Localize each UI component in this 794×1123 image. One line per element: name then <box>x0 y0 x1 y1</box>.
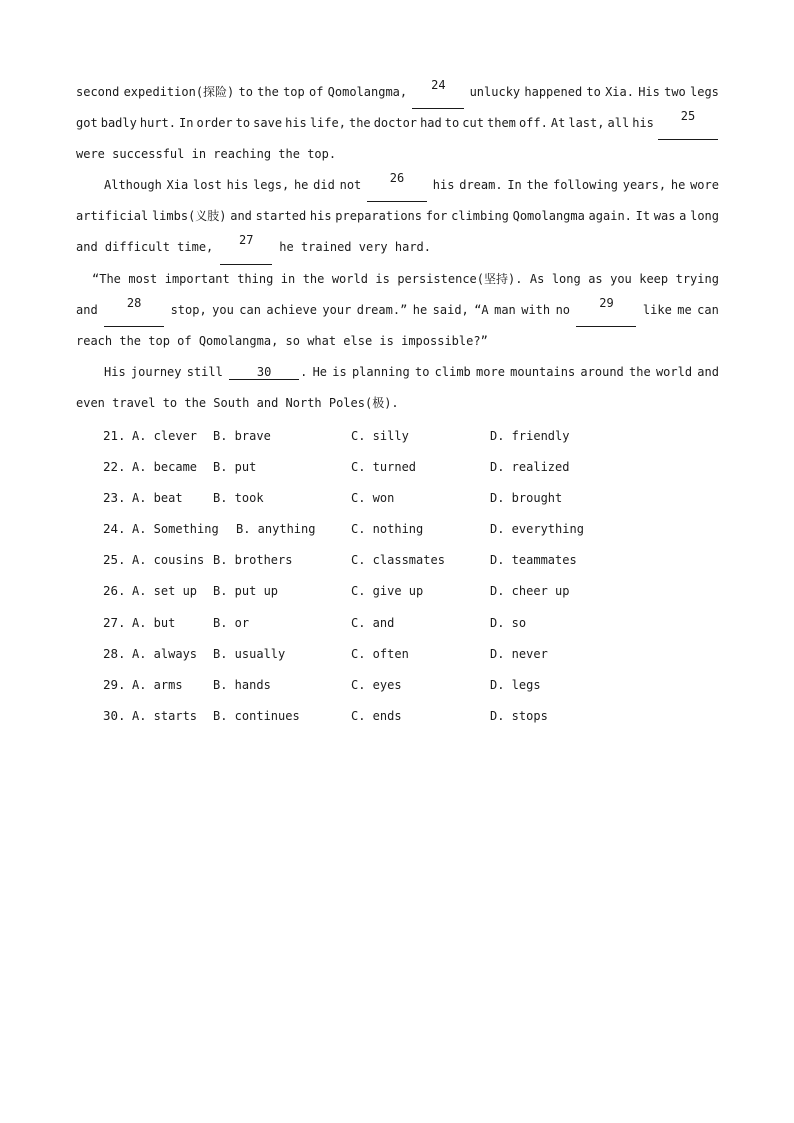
word: stop, <box>170 302 207 317</box>
option-a: A. clever <box>132 429 198 443</box>
word: doctor <box>373 116 418 131</box>
passage-line <box>76 109 719 140</box>
word: life, <box>309 116 346 131</box>
word: your <box>322 302 352 317</box>
word: and <box>230 209 252 224</box>
question-item <box>103 453 663 484</box>
line-text: were successful in reaching the top. <box>76 147 337 162</box>
word: off. <box>518 116 548 131</box>
option-d: D. friendly <box>490 429 570 443</box>
line-text: reach the top of Qomolangma, so what else is impossible?” <box>76 333 488 348</box>
word: two <box>664 85 686 99</box>
blank-30: 30 <box>229 365 299 380</box>
word: with <box>521 302 551 317</box>
word: more <box>476 364 505 379</box>
word: for <box>425 209 448 224</box>
word: he <box>412 302 428 317</box>
option-c: C. won <box>351 491 395 506</box>
option-a: A. always <box>132 646 198 661</box>
word: badly <box>100 116 137 131</box>
option-c: C. silly <box>351 429 409 443</box>
option-d: D. legs <box>490 677 541 692</box>
option-c: C. give up <box>351 584 424 599</box>
cloze-passage <box>76 78 719 420</box>
question-item <box>103 640 663 671</box>
word: world <box>331 271 368 286</box>
option-a: A. cousins <box>132 553 205 568</box>
blank-26: 26 <box>367 171 427 202</box>
question-number: 27. <box>103 614 126 630</box>
option-d: D. cheer up <box>490 584 570 599</box>
option-a: A. set up <box>132 584 198 599</box>
line-text: even travel to the South and North Poles(极). <box>76 395 399 410</box>
word: climbing <box>451 209 509 224</box>
word: no <box>555 302 571 317</box>
word: of <box>308 85 324 99</box>
word: to <box>414 364 430 379</box>
word: a <box>679 209 687 224</box>
word: lost <box>192 178 222 193</box>
option-a: A. arms <box>132 677 183 692</box>
word: the <box>348 116 371 131</box>
word: all <box>607 116 630 131</box>
word: the <box>629 364 651 379</box>
passage-line <box>76 233 719 264</box>
question-number: 26. <box>103 583 126 599</box>
word: you <box>212 302 234 317</box>
option-d: D. stops <box>490 708 548 723</box>
question-item <box>103 546 663 577</box>
option-b: B. usually <box>213 646 286 661</box>
option-c: C. and <box>351 615 395 630</box>
question-number: 28. <box>103 645 126 661</box>
option-b: B. hands <box>213 677 271 692</box>
option-d: D. never <box>490 646 548 661</box>
option-b: B. anything <box>236 522 316 537</box>
word: His <box>638 85 660 99</box>
blank-28: 28 <box>104 296 164 327</box>
passage-line <box>76 358 719 389</box>
word: did <box>313 178 335 193</box>
question-number: 30. <box>103 707 126 723</box>
word: still <box>186 364 223 379</box>
line-text: he trained very hard. <box>279 240 431 255</box>
word: he <box>670 178 686 193</box>
word: his <box>632 116 654 131</box>
word: you <box>610 271 632 286</box>
word: the <box>526 178 549 193</box>
passage-line <box>76 327 719 358</box>
blank-29: 29 <box>576 296 636 327</box>
word: keep <box>639 271 669 286</box>
word: It <box>635 209 651 224</box>
word: me <box>677 302 692 317</box>
blank-27: 27 <box>220 233 272 264</box>
question-number: 21. <box>103 428 126 443</box>
option-c: C. eyes <box>351 677 402 692</box>
option-b: B. put <box>213 460 257 475</box>
word: and <box>76 302 98 317</box>
word: world <box>655 364 693 379</box>
word: trying <box>675 271 719 286</box>
word: and <box>697 364 719 379</box>
option-b: B. continues <box>213 708 300 723</box>
word: last, <box>568 116 605 131</box>
question-number: 23. <box>103 490 126 506</box>
word: had <box>420 116 442 131</box>
word: “A <box>474 302 489 317</box>
word: artificial <box>76 209 149 224</box>
question-number: 25. <box>103 552 126 568</box>
word: unlucky <box>469 85 521 99</box>
option-d: D. realized <box>490 460 570 475</box>
word: to <box>235 116 251 131</box>
word: his <box>432 178 455 193</box>
word: Qomolangma <box>512 209 585 224</box>
passage-line <box>76 389 719 420</box>
word: long <box>551 271 581 286</box>
passage-line <box>76 265 719 296</box>
word: started <box>255 209 307 224</box>
word: the <box>257 85 279 99</box>
word: As <box>529 271 545 286</box>
word: cut <box>462 116 484 131</box>
word: around <box>580 364 624 379</box>
word: said, <box>432 302 469 317</box>
word: was <box>653 209 676 224</box>
word: mountains <box>510 364 576 379</box>
word: save <box>253 116 283 131</box>
word: journey <box>130 364 182 379</box>
word: limbs(义肢) <box>151 209 227 224</box>
word: His <box>104 364 126 379</box>
word: wore <box>690 178 719 193</box>
question-item <box>103 577 663 608</box>
line-text: and difficult time, <box>76 240 214 255</box>
passage-line <box>76 140 719 171</box>
passage-line <box>76 78 719 109</box>
word: He <box>312 364 328 379</box>
question-item <box>103 484 663 515</box>
word: top <box>283 85 305 99</box>
word: happened <box>524 85 583 99</box>
passage-line <box>76 171 719 202</box>
question-item <box>103 609 663 640</box>
option-b: B. put up <box>213 584 279 599</box>
word: dream.” <box>356 302 408 317</box>
question-list <box>103 422 663 733</box>
option-a: A. Something <box>132 522 219 537</box>
word: as <box>588 271 603 286</box>
word: most <box>128 271 158 286</box>
word: important <box>164 271 230 286</box>
passage-line <box>76 202 719 233</box>
option-d: D. so <box>490 615 527 630</box>
word: Qomolangma, <box>327 85 408 99</box>
word: man <box>494 302 516 317</box>
option-d: D. teammates <box>490 553 577 568</box>
word: Xia <box>166 178 189 193</box>
word: climb <box>434 364 471 379</box>
question-item <box>103 422 663 453</box>
word: to <box>444 116 460 131</box>
word: second <box>76 85 120 99</box>
passage-line <box>76 296 719 327</box>
word: legs, <box>253 178 290 193</box>
word: persistence(坚持). <box>397 271 523 286</box>
word: got <box>76 116 98 131</box>
word: expedition(探险) <box>123 85 235 99</box>
word: legs <box>690 85 719 99</box>
word: preparations <box>335 209 422 224</box>
option-b: B. or <box>213 615 250 630</box>
word: At <box>550 116 566 131</box>
word: order <box>196 116 233 131</box>
blank-24: 24 <box>412 78 464 109</box>
option-c: C. turned <box>351 460 417 475</box>
word: In <box>179 116 194 131</box>
option-b: B. brothers <box>213 553 293 568</box>
option-d: D. brought <box>490 491 563 506</box>
word: them <box>487 116 516 131</box>
word: achieve <box>266 302 317 317</box>
word: to <box>586 85 601 99</box>
blank-30-group <box>228 358 307 389</box>
word: thing <box>237 271 274 286</box>
word: following <box>552 178 618 193</box>
question-number: 22. <box>103 459 126 475</box>
word: his <box>309 209 332 224</box>
word: Xia. <box>605 85 634 99</box>
question-item <box>103 515 663 546</box>
option-b: B. brave <box>213 429 271 443</box>
word: hurt. <box>139 116 176 131</box>
word: planning <box>351 364 410 379</box>
option-c: C. ends <box>351 708 402 723</box>
word: can <box>697 302 719 317</box>
word: not <box>339 178 362 193</box>
question-item <box>103 671 663 702</box>
word: to <box>238 85 253 99</box>
option-c: C. often <box>351 646 409 661</box>
word: his <box>226 178 249 193</box>
question-item <box>103 702 663 733</box>
option-c: C. classmates <box>351 553 445 568</box>
word: years, <box>622 178 667 193</box>
question-number: 24. <box>103 521 126 537</box>
word: is <box>332 364 347 379</box>
word: Although <box>104 178 162 193</box>
word: the <box>302 271 325 286</box>
word: can <box>239 302 261 317</box>
question-number: 29. <box>103 676 126 692</box>
option-a: A. but <box>132 615 176 630</box>
option-d: D. everything <box>490 522 584 537</box>
blank-25: 25 <box>658 109 718 140</box>
word: is <box>375 271 390 286</box>
word: “The <box>92 271 121 286</box>
word: he <box>293 178 309 193</box>
word: in <box>280 271 296 286</box>
word: again. <box>588 209 632 224</box>
word: . <box>300 364 308 379</box>
option-a: A. beat <box>132 491 183 506</box>
option-c: C. nothing <box>351 522 424 537</box>
word: his <box>285 116 307 131</box>
option-b: B. took <box>213 491 264 506</box>
option-a: A. starts <box>132 708 198 723</box>
word: like <box>642 302 672 317</box>
word: dream. <box>459 178 503 193</box>
option-a: A. became <box>132 460 198 475</box>
word: long <box>690 209 719 224</box>
word: In <box>507 178 522 193</box>
